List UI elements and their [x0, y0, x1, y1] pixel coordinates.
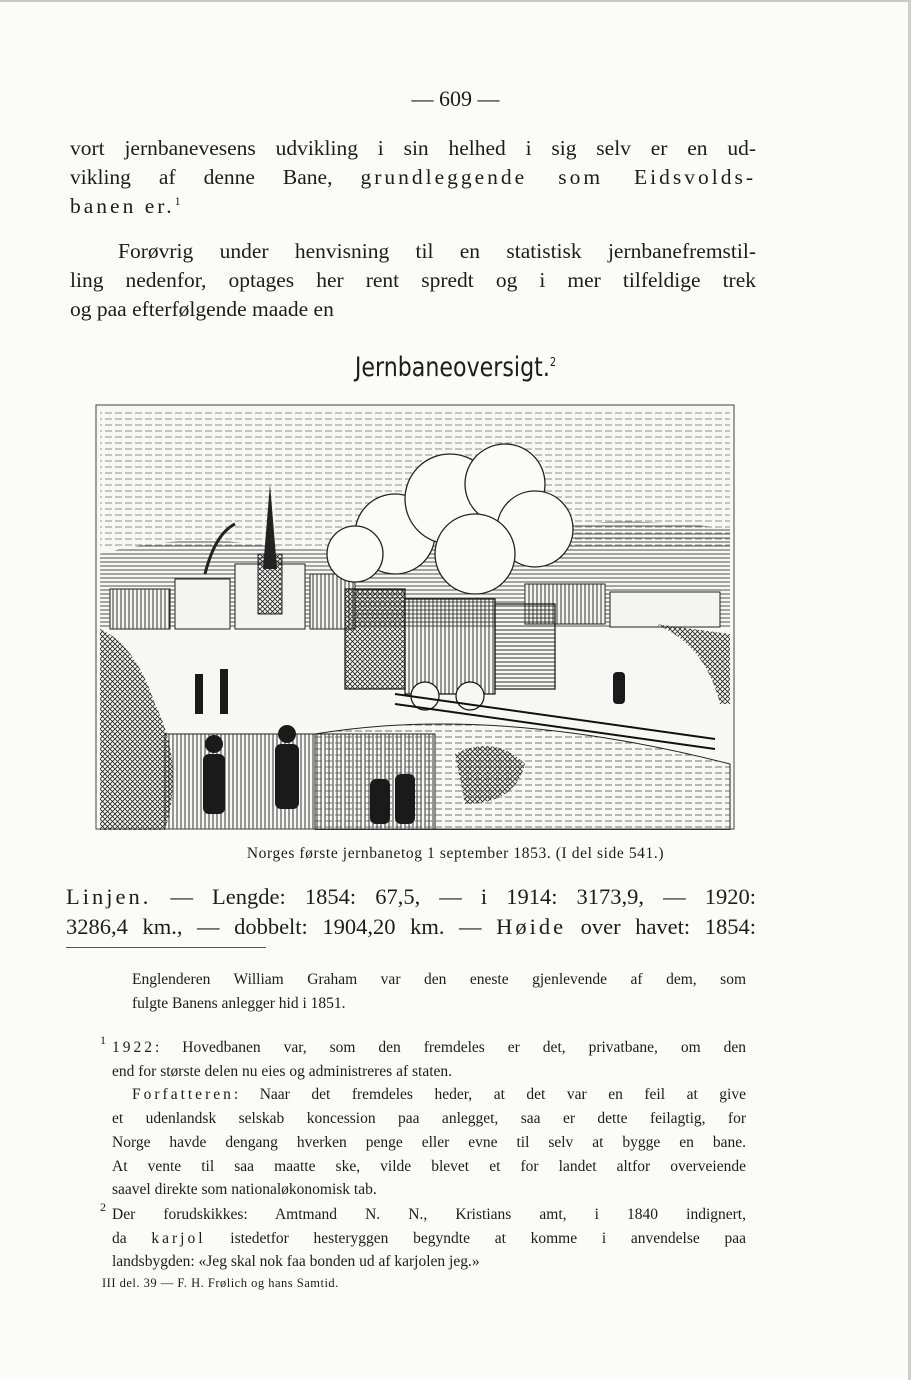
spaced-emphasis: Linjen. — [66, 884, 152, 909]
spaced-emphasis: Forfatteren — [132, 1086, 234, 1104]
page-number: — 609 — — [411, 86, 500, 111]
note-graham: Englenderen William Graham var den eneste gjenlevende af dem, som fulgte Banens anlegger hid i 1851. — [132, 971, 746, 1012]
footnote-ref: 1 — [174, 193, 181, 208]
spaced-emphasis: Høide — [496, 914, 567, 939]
spaced-emphasis: 1922 — [112, 1039, 155, 1056]
spaced-emphasis: grundleggende som Eidsvolds- — [360, 165, 756, 189]
stats-line: Linjen. — Lengde: 1854: 67,5, — i 1914: 3173,9, — 1920: 3286,4 km., — dobbelt: 1904,20 km. — Høide over havet: 1854: — [66, 884, 756, 939]
footnote-1: 1922: Hovedbanen var, som den fremdeles er det, privatbane, om den end for største delen nu eies og administreres af staten. Forfatteren: Naar det fremdeles heder, at det var en feil at give et udenlandsk selskab koncession paa anlegget, saa er dette feilagtig, for Norge havde dengang hverken penge eller evne til selv at bygge en bane. At vente til saa maatte ske, vilde blevet et for landet altfor overveiende saavel direkte som nationaløkonomisk tab. — [112, 1039, 746, 1199]
text-line: ling nedenfor, optages her rent spredt og i mer tilfeldige trek — [70, 268, 756, 292]
footnote-2: Der forudskikkes: Amtmand N. N., Kristians amt, i 1840 indignert, da karjol istedetfor hesteryggen begyndte at komme i anvendelse paa landsbygden: «Jeg skal nok faa bonden ud af karjolen jeg.» — [112, 1206, 746, 1271]
spaced-emphasis: karjol — [151, 1229, 206, 1247]
footnote-mark: 2 — [100, 1200, 106, 1214]
text-line: vikling af denne Bane, grundleggende som Eidsvolds- — [70, 165, 756, 189]
section-heading: Jernbaneoversigt.$^2$ — [354, 352, 557, 383]
figure-caption: Norges første jernbanetog 1 september 1853. (I del side 541.) — [246, 845, 665, 862]
paragraph-overview — [70, 237, 756, 324]
text-line: og paa efterfølgende maade en — [70, 297, 334, 321]
engraving-first-train — [95, 404, 735, 830]
text-line: vort jernbanevesens udvikling i sin helhed i sig selv er en ud- — [70, 136, 756, 160]
footnote-ref: 2 — [549, 355, 557, 369]
text-line — [70, 192, 756, 221]
page-footer: III del. 39 — F. H. Frølich og hans Samtid. — [102, 1276, 339, 1290]
paragraph-intro — [70, 134, 756, 221]
text-line: Forøvrig under henvisning til en statistisk jernbanefremstil- — [118, 239, 756, 263]
footnote-mark: 1 — [100, 1033, 106, 1047]
spaced-emphasis: banen er. — [70, 194, 175, 218]
footnote-divider — [66, 947, 266, 948]
